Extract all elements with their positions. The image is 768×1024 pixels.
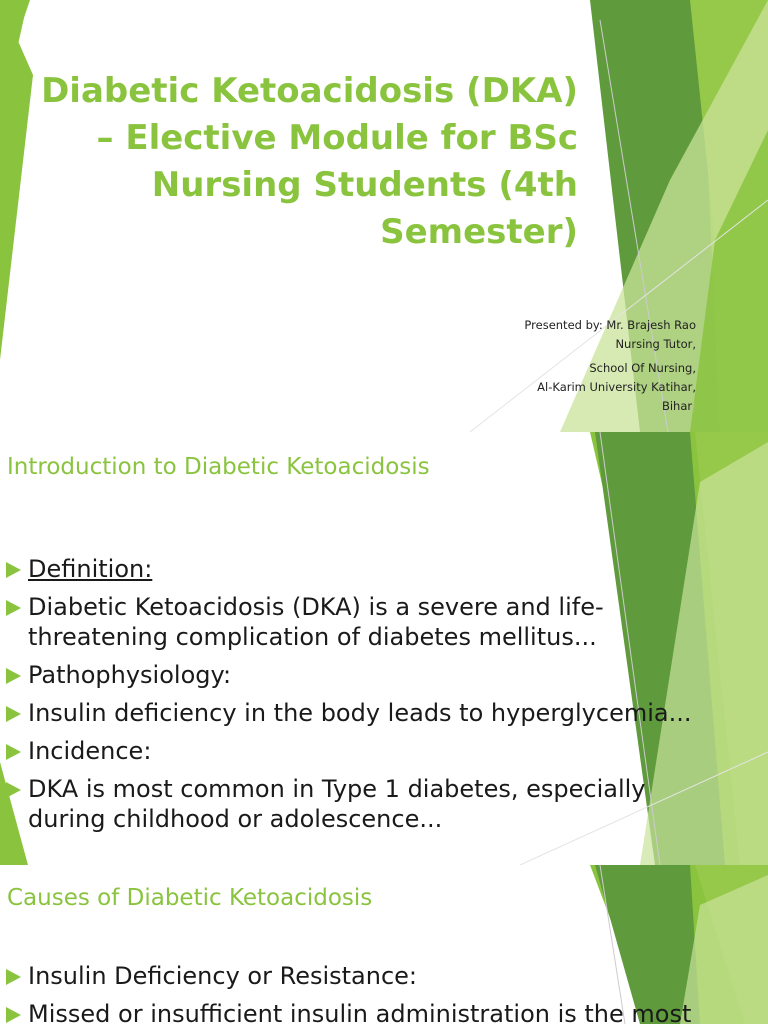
list-item: Incidence: (4, 736, 691, 766)
list-item-continuation: during childhood or adolescence... (28, 805, 443, 833)
list-item: Pathophysiology: (4, 660, 691, 690)
presenter-line: Nursing Tutor, (615, 337, 696, 351)
bullet-list (4, 554, 691, 842)
triangle-right-icon (6, 562, 21, 578)
presenter-line: School Of Nursing, (589, 361, 696, 375)
section-heading: Introduction to Diabetic Ketoacidosis (7, 454, 430, 480)
triangle-right-icon (6, 600, 21, 616)
slide-title-text: Diabetic Ketoacidosis (DKA) – Elective Module for BSc Nursing Students (4th Semester) (41, 71, 578, 252)
slide-causes (0, 865, 768, 1024)
presenter-line: Al-Karim University Katihar, (537, 380, 696, 394)
list-item-continuation: threatening complication of diabetes mellitus... (28, 623, 597, 651)
presenter-line: Presented by: Mr. Brajesh Rao (524, 318, 696, 332)
list-item: Insulin deficiency in the body leads to hyperglycemia... (4, 698, 691, 728)
list-item: Insulin Deficiency or Resistance: (4, 961, 691, 991)
list-item: Diabetic Ketoacidosis (DKA) is a severe and life- (4, 592, 691, 622)
list-item: Definition: (4, 554, 691, 584)
triangle-right-icon (6, 668, 21, 684)
bullet-list (4, 961, 691, 1024)
presenter-line-last (376, 397, 696, 416)
slide-introduction (0, 432, 768, 865)
triangle-right-icon (6, 706, 21, 722)
triangle-right-icon (6, 1007, 21, 1023)
slide-title (0, 0, 768, 432)
presenter-info (376, 316, 696, 416)
list-item: DKA is most common in Type 1 diabetes, especially (4, 774, 691, 804)
triangle-right-icon (6, 782, 21, 798)
section-heading: Causes of Diabetic Ketoacidosis (7, 885, 373, 911)
text-caret: | (692, 399, 696, 413)
presenter-line: Bihar (661, 399, 693, 413)
triangle-right-icon (6, 969, 21, 985)
list-item: Missed or insufficient insulin administration is the most (4, 999, 691, 1024)
triangle-right-icon (6, 744, 21, 760)
